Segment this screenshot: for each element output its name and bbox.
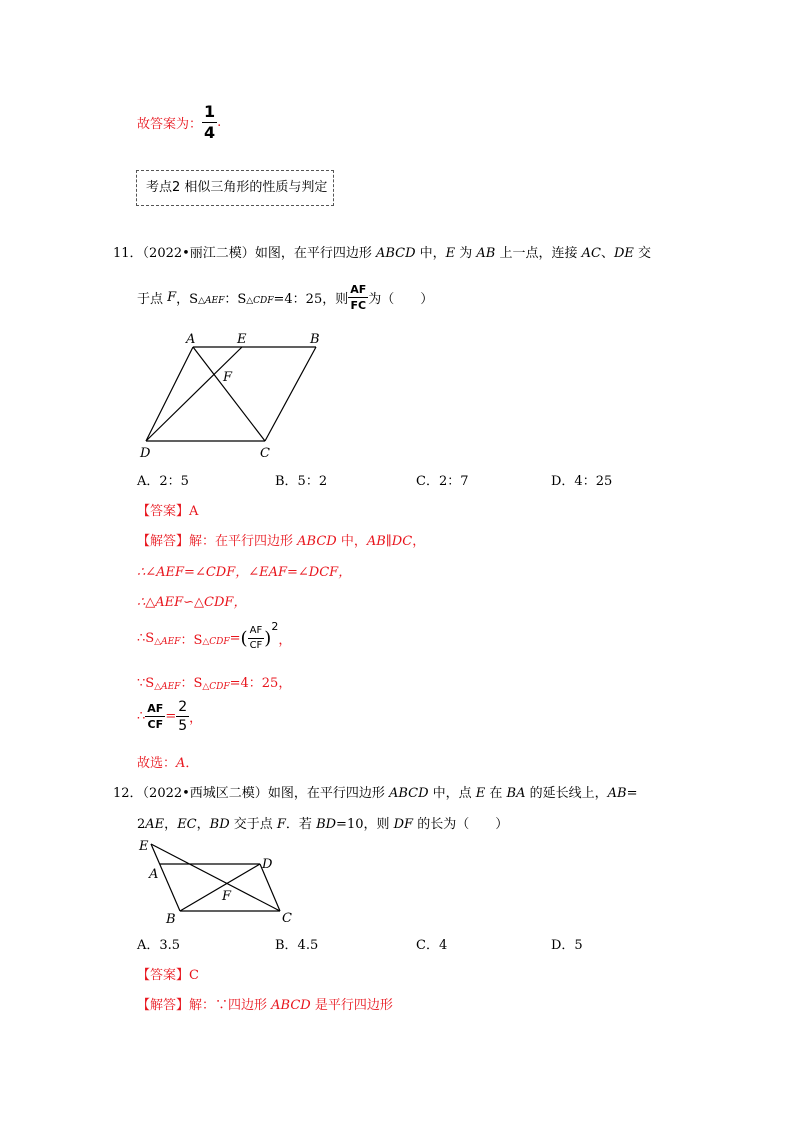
top-answer-prefix: 故答案为： [137,117,203,132]
q11-solution-text: ， [189,711,203,726]
q11-source: （2022•丽江二模） [142,246,255,261]
q11-line-1 [113,242,651,261]
q11-subscript: △AEF [198,296,225,306]
q11-var: DE [614,246,634,261]
q11-solution-text: = [165,709,177,724]
q12-text: ， [196,817,210,832]
q11-text: 为（ ） [368,292,434,307]
q11-label-f: F [223,370,233,385]
q11-solution-line-1 [137,530,425,549]
q12-line-2 [137,813,508,832]
q12-number: 12． [113,786,143,801]
q11-var: ABCD [375,246,416,261]
q12-text: 的长为（ ） [413,817,509,832]
q12-var: ABCD [388,786,429,801]
q12-solution-var: ABCD [271,998,311,1013]
q11-text: ：S [224,292,247,307]
q11-solution-paren-open: ( [240,628,248,649]
q12-solution-line-1 [137,994,393,1013]
top-answer-line [137,104,221,148]
q12-line-1 [113,782,638,801]
q12-var: BA [506,786,526,801]
q12-var: BD [209,817,230,832]
q11-solution-var: AB∥DC [366,534,413,549]
q11-solution-text: ：S [180,633,203,648]
q11-diagonal-ac [193,347,265,441]
q12-text: 交于点 [229,817,277,832]
q12-label-d: D [262,857,273,872]
q11-number: 11． [113,246,143,261]
top-answer-numerator: 1 [204,102,216,121]
q11-solution-text: =4：25， [229,676,292,691]
q11-solution-fraction-num: AF [147,702,164,715]
q12-solution-head: 【解答】 [137,998,190,1013]
q12-segment-ec [151,844,280,911]
q11-label-c: C [260,446,270,460]
section-title-box [136,170,334,206]
q11-text: 如图，在平行四边形 [254,246,376,261]
q12-label-c: C [282,911,292,926]
q11-parallelogram-figure [138,330,338,460]
q11-line-2 [137,284,433,328]
q12-text: 2 [137,817,146,832]
q12-solution-text: 是平行四边形 [310,998,393,1013]
q11-solution-fraction-3 [176,700,189,733]
q11-solution-head: 【解答】 [137,534,190,549]
q12-text: =10，则 [336,817,394,832]
q11-text: 于点 [137,292,168,307]
q12-source: （2022•西城区二模） [142,786,268,801]
q12-solution-text: 解：∵四边形 [189,998,272,1013]
q11-solution-line-4 [137,620,291,664]
top-answer-fraction [202,104,217,141]
q11-solution-text: 中， [336,534,367,549]
q11-label-a: A [186,332,196,347]
q11-solution-fraction-2 [145,703,165,730]
q12-text: 在 [485,786,507,801]
q11-solution-var: ABCD [297,534,337,549]
q11-solution-text: ， [412,534,426,549]
q11-label-e: E [237,332,247,347]
q12-label-b: B [166,912,176,927]
q11-solution-text: ． [185,756,199,771]
q11-solution-text: ∴S [137,631,155,646]
q11-var: F [167,290,177,305]
q11-solution-line-5 [137,672,291,692]
q12-text: = [626,786,638,801]
q11-solution-line-2: ∴∠AEF=∠CDF，∠EAF=∠DCF， [137,565,352,580]
q11-solution-var: A [176,756,186,771]
q12-var: DF [393,817,414,832]
q11-var: AC [581,246,601,261]
q12-var: BD [316,817,337,832]
q12-parallelogram-figure [136,836,306,928]
q11-solution-fraction-den: CF [147,718,164,731]
q11-text: =4：25，则 [273,292,349,307]
q11-var: E [445,246,456,261]
q11-answer: 【答案】A [137,504,199,519]
q12-label-f: F [222,889,232,904]
q12-var: F [276,817,286,832]
q12-var: AE [145,817,165,832]
q11-text: 、 [600,246,614,261]
q11-option-d[interactable]: D．4：25 [551,474,613,489]
q11-solution-subscript: △CDF [202,637,230,647]
q11-text: 为 [455,246,477,261]
q12-text: ， [164,817,178,832]
q11-solution-fraction-den: 5 [178,718,188,734]
section-title: 考点2 相似三角形的性质与判定 [146,180,328,195]
q12-diagonal-bd [180,864,260,911]
q11-solution-text: ， [278,633,292,648]
q11-text: 交 [633,246,652,261]
q12-option-a[interactable]: A．3.5 [137,938,181,953]
q12-text: ．若 [285,817,317,832]
q11-solution-line-6 [137,700,202,744]
q11-solution-text: ∵S [137,676,155,691]
q11-solution-text: 解：在平行四边形 [189,534,298,549]
q11-solution-fraction-num: AF [248,626,265,639]
q11-segment-de [146,347,242,441]
q11-edge-bc [265,347,316,441]
q11-solution-text: ∴ [137,709,146,724]
q11-solution-text: = [229,631,241,646]
q12-var: AB [607,786,627,801]
q11-option-b[interactable]: B．5：2 [275,474,328,489]
q11-option-a[interactable]: A．2：5 [137,474,189,489]
q12-var: E [475,786,486,801]
q11-solution-fraction-den: CF [249,640,263,651]
top-answer-denominator: 4 [204,123,216,142]
q11-var: AB [476,246,496,261]
q12-text: 的延长线上， [525,786,608,801]
q12-text: 如图，在平行四边形 [267,786,389,801]
q11-label-b: B [310,332,320,347]
q12-option-c[interactable]: C．4 [416,938,448,953]
q12-label-a: A [149,867,159,882]
q11-solution-line-3: ∴△AEF∽△CDF， [137,595,247,610]
q11-fraction-den: FC [350,299,367,312]
q11-solution-text: 故选： [137,756,177,771]
q12-answer: 【答案】C [137,968,199,983]
q11-solution-fraction-num: 2 [178,699,188,715]
q11-solution-subscript: △AEF [154,682,181,692]
q11-solution-exponent: 2 [271,620,279,633]
q11-solution-subscript: △AEF [154,637,181,647]
q11-text: 中， [415,246,446,261]
q12-var: EC [177,817,197,832]
q11-solution-text: ：S [180,676,203,691]
q11-solution-subscript: △CDF [202,682,230,692]
q11-fraction [348,284,368,311]
q11-option-c[interactable]: C．2：7 [416,474,469,489]
q12-label-e: E [139,839,149,854]
q11-solution-line-7 [137,752,198,771]
q11-solution-fraction [248,626,265,651]
q12-option-d[interactable]: D．5 [551,938,583,953]
q11-subscript: △CDF [246,296,274,306]
q11-label-d: D [140,446,151,460]
q11-fraction-num: AF [350,283,367,296]
q12-text: 中，点 [428,786,476,801]
q11-edge-da [146,347,193,441]
q12-option-b[interactable]: B．4.5 [275,938,319,953]
q11-text: 上一点，连接 [495,246,582,261]
q11-solution-paren-close: ) [264,628,272,649]
top-answer-suffix: . [217,115,222,130]
q11-text: ，S [176,292,199,307]
